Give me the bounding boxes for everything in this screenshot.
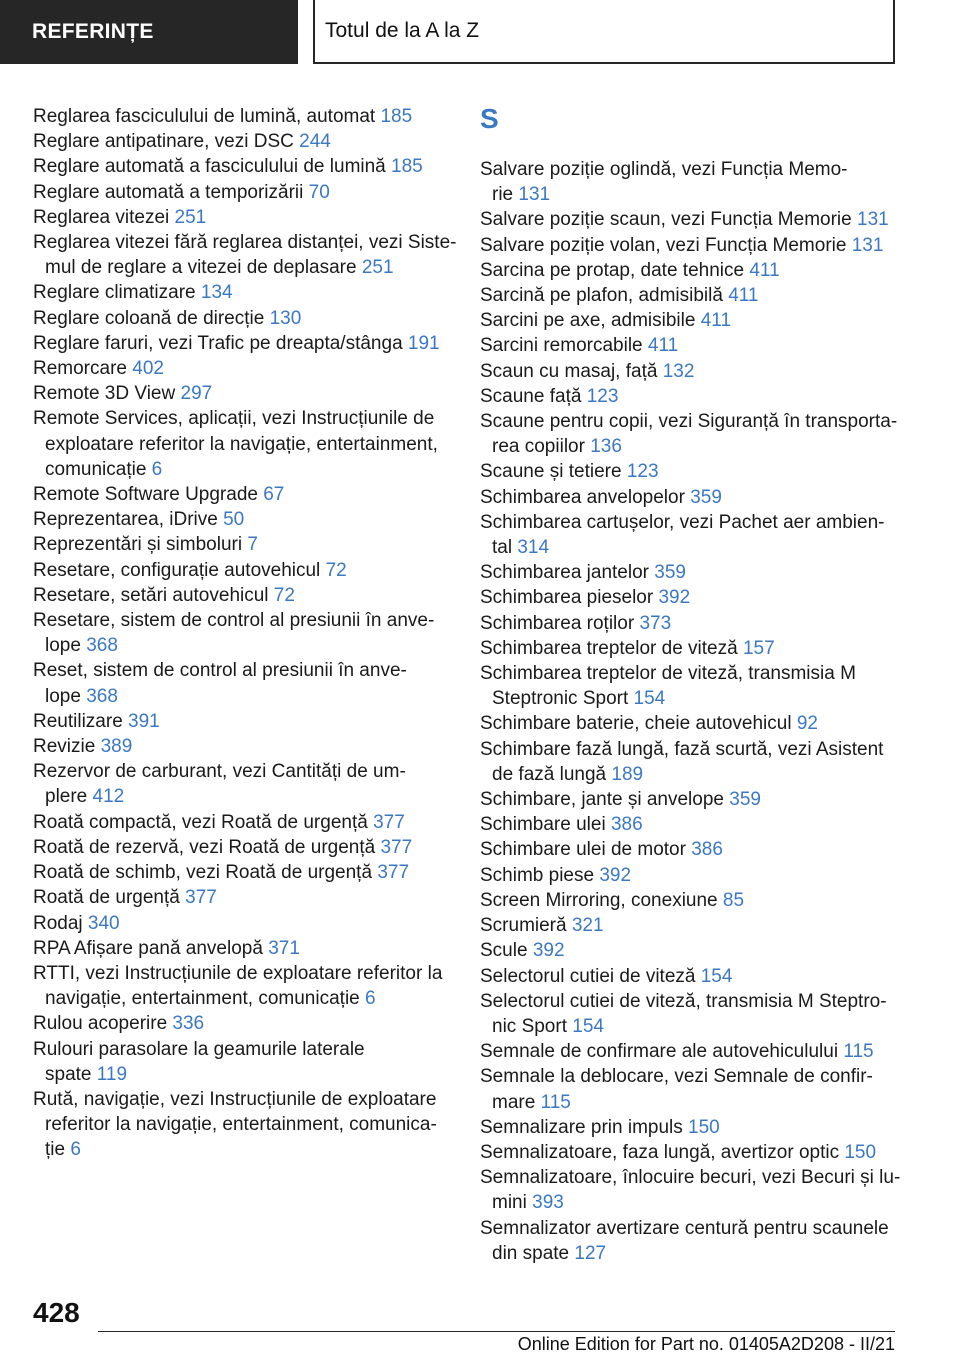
page-reference-link[interactable]: 50 xyxy=(223,509,245,531)
index-entry-text: Sarcini remorcabile xyxy=(480,335,648,357)
index-entry-text: Scule xyxy=(480,940,533,962)
index-entry-text: Scaun cu masaj, față xyxy=(480,360,663,382)
index-entry xyxy=(480,333,900,358)
index-entry xyxy=(33,1011,453,1036)
index-entry-text: Remote Software Upgrade xyxy=(33,484,264,506)
index-entry xyxy=(480,661,900,711)
index-entry xyxy=(33,356,453,381)
index-entry xyxy=(480,812,900,837)
index-entry-text: Schimbarea roților xyxy=(480,612,640,634)
page-header xyxy=(0,0,960,66)
index-entry xyxy=(33,885,453,910)
page-reference-link[interactable]: 392 xyxy=(532,940,565,962)
page-reference-link[interactable]: 72 xyxy=(325,559,347,581)
index-entry-text: Remorcare xyxy=(33,358,133,380)
index-entry-text: nic Sport xyxy=(492,1015,573,1037)
page-reference-link[interactable]: 251 xyxy=(174,206,207,228)
index-entry xyxy=(480,636,900,661)
index-entry xyxy=(33,205,453,230)
index-entry-text: Roată compactă, vezi Roată de urgență xyxy=(33,811,374,833)
page-reference-link[interactable]: 368 xyxy=(86,635,118,657)
index-entry-text: Scaune pentru copii, vezi Siguranță în transporta- xyxy=(480,411,898,433)
index-entry xyxy=(33,129,453,154)
index-entry xyxy=(33,835,453,860)
page-reference-link[interactable]: 368 xyxy=(86,685,118,707)
index-entry xyxy=(33,558,453,583)
index-entry xyxy=(33,961,453,1011)
page-reference-link[interactable]: 154 xyxy=(700,965,733,987)
index-entry-text: Reglare coloană de direcție xyxy=(33,307,270,329)
page-reference-link[interactable]: 251 xyxy=(361,257,394,279)
index-entry xyxy=(480,787,900,812)
index-entry xyxy=(480,359,900,384)
index-entry xyxy=(480,510,900,560)
index-entry xyxy=(480,459,900,484)
index-entry xyxy=(33,104,453,129)
index-entry xyxy=(480,157,900,207)
index-entry-text: tal xyxy=(492,537,518,559)
index-entry-text: exploatare referitor la navigație, entertainment, xyxy=(45,433,438,455)
index-entry-text: plere xyxy=(45,786,93,808)
page-reference-link[interactable]: 411 xyxy=(700,310,732,332)
page-reference-link[interactable]: 297 xyxy=(180,383,213,405)
index-entry xyxy=(480,989,900,1039)
index-entry-text: Schimbarea anvelopelor xyxy=(480,486,691,508)
page-reference-link[interactable]: 154 xyxy=(633,688,666,710)
page-reference-link[interactable]: 377 xyxy=(380,836,413,858)
index-entry xyxy=(480,207,900,232)
page-reference-link[interactable]: 6 xyxy=(151,458,163,480)
footer-divider xyxy=(98,1331,895,1332)
index-entry xyxy=(33,734,453,759)
index-entry xyxy=(33,860,453,885)
index-entry xyxy=(33,759,453,809)
index-column-left xyxy=(33,104,457,1163)
index-entry-text: Screen Mirroring, conexiune xyxy=(480,889,723,911)
index-entry-text: Semnalizare prin impuls xyxy=(480,1116,689,1138)
index-entry xyxy=(480,485,900,510)
index-entry-text: RPA Afișare pană anvelopă xyxy=(33,937,269,959)
index-entry xyxy=(480,409,900,459)
page-reference-link[interactable]: 392 xyxy=(599,864,632,886)
page-reference-link[interactable]: 191 xyxy=(407,332,440,354)
index-entry xyxy=(33,406,453,482)
index-entry-text: Schimbarea treptelor de viteză, transmisia M xyxy=(480,663,856,685)
page-reference-link[interactable]: 185 xyxy=(391,156,423,178)
index-entry xyxy=(480,233,900,258)
page-reference-link[interactable]: 411 xyxy=(647,335,679,357)
page-reference-link[interactable]: 386 xyxy=(691,839,723,861)
page-reference-link[interactable]: 70 xyxy=(308,181,330,203)
page-reference-link[interactable]: 244 xyxy=(299,131,331,153)
index-entry-text: Schimb piese xyxy=(480,864,600,886)
page-reference-link[interactable]: 157 xyxy=(742,637,775,659)
index-entry-text: Reprezentări și simboluri xyxy=(33,534,248,556)
index-entry-text: lope xyxy=(45,685,87,707)
footer-edition-text: Online Edition for Part no. 01405A2D208 - II/21 xyxy=(517,1334,895,1354)
index-entry xyxy=(33,331,453,356)
index-entry-text: Schimbare ulei xyxy=(480,814,611,836)
index-entry-text: Remote Services, aplicații, vezi Instrucțiunile de xyxy=(33,408,435,430)
page-reference-link[interactable]: 359 xyxy=(690,486,722,508)
index-entry xyxy=(33,911,453,936)
index-entry-text: Schimbare fază lungă, fază scurtă, vezi Asistent xyxy=(480,738,884,760)
page-reference-link[interactable]: 340 xyxy=(87,912,120,934)
page-reference-link[interactable]: 136 xyxy=(590,436,622,458)
page-reference-link[interactable]: 189 xyxy=(611,763,644,785)
index-entry-text: Sarcina pe protap, date tehnice xyxy=(480,259,750,281)
page-reference-link[interactable]: 402 xyxy=(132,358,164,380)
index-entry xyxy=(33,532,453,557)
page-reference-link[interactable]: 321 xyxy=(571,915,604,937)
page-reference-link[interactable]: 359 xyxy=(729,789,761,811)
page-reference-link[interactable]: 412 xyxy=(92,786,125,808)
page-reference-link[interactable]: 411 xyxy=(749,259,780,281)
page-reference-link[interactable]: 336 xyxy=(172,1013,205,1035)
index-entry-text: mini xyxy=(492,1192,533,1214)
index-entry-text: Semnalizatoare, faza lungă, avertizor optic xyxy=(480,1141,845,1163)
page-reference-link[interactable]: 377 xyxy=(185,887,217,909)
index-entry-text: Reglarea fasciculului de lumină, automat xyxy=(33,106,381,127)
index-entry xyxy=(480,863,900,888)
index-entry-text: Rută, navigație, vezi Instrucțiunile de exploatare xyxy=(33,1088,437,1110)
index-column-right xyxy=(480,104,900,1266)
index-entry-text: Schimbarea treptelor de viteză xyxy=(480,637,743,659)
page-reference-link[interactable]: 377 xyxy=(377,862,410,884)
index-entry-text: rie xyxy=(492,184,519,206)
index-entry-text: comunicație xyxy=(45,458,152,480)
index-entry xyxy=(480,711,900,736)
index-entry-text: spate xyxy=(45,1063,97,1085)
index-entry-text: Semnale la deblocare, vezi Semnale de confir- xyxy=(480,1066,873,1088)
index-entry xyxy=(480,384,900,409)
page-reference-link[interactable]: 411 xyxy=(728,285,759,307)
index-entry-text: Rulouri parasolare la geamurile laterale xyxy=(33,1038,365,1060)
index-entry-text: Reglare faruri, vezi Trafic pe dreapta/stânga xyxy=(33,332,408,354)
index-entry-text: mare xyxy=(492,1091,541,1113)
page-reference-link[interactable]: 123 xyxy=(626,461,659,483)
index-entry-text: Reglare climatizare xyxy=(33,282,201,304)
index-entry xyxy=(480,1115,900,1140)
index-entry-text: RTTI, vezi Instrucțiunile de exploatare referitor la xyxy=(33,962,443,984)
page-reference-link[interactable]: 132 xyxy=(662,360,695,382)
index-entry xyxy=(33,280,453,305)
index-entry-text: Salvare poziție volan, vezi Funcția Memorie xyxy=(480,234,852,256)
index-entry xyxy=(33,936,453,961)
page-number: 428 xyxy=(33,1297,80,1328)
index-entry-text: Reglare automată a fasciculului de lumină xyxy=(33,156,392,178)
index-entry-text: Reutilizare xyxy=(33,710,129,732)
index-entry-text: Semnale de confirmare ale autovehiculului xyxy=(480,1041,844,1063)
index-entry-text: Schimbarea pieselor xyxy=(480,587,659,609)
index-entry xyxy=(33,608,453,658)
index-entry xyxy=(480,837,900,862)
section-label: REFERINȚE xyxy=(0,0,298,64)
index-entry xyxy=(480,938,900,963)
chapter-title: Totul de la A la Z xyxy=(313,0,895,64)
index-entry-text: Scaune și tetiere xyxy=(480,461,627,483)
index-entry-text: lope xyxy=(45,635,87,657)
index-entry-text: Schimbarea cartușelor, vezi Pachet aer ambien- xyxy=(480,511,885,533)
page-reference-link[interactable]: 131 xyxy=(518,184,551,206)
page-reference-link[interactable]: 6 xyxy=(365,988,376,1010)
page-reference-link[interactable]: 123 xyxy=(586,385,619,407)
index-entry xyxy=(480,308,900,333)
index-entry-text: Resetare, setări autovehicul xyxy=(33,584,274,606)
index-entry-text: de fază lungă xyxy=(492,763,612,785)
page-reference-link[interactable]: 389 xyxy=(100,736,133,758)
index-entry xyxy=(33,230,457,280)
page-reference-link[interactable]: 150 xyxy=(688,1116,720,1138)
index-entry-text: Remote 3D View xyxy=(33,383,181,405)
index-entry-text: Resetare, configurație autovehicul xyxy=(33,559,326,581)
index-entry-text: Resetare, sistem de control al presiunii în anve- xyxy=(33,610,435,632)
index-entry-text: Rezervor de carburant, vezi Cantități de um- xyxy=(33,761,406,783)
index-entry-text: Roată de urgență xyxy=(33,887,186,909)
index-entry-text: Reglare automată a temporizării xyxy=(33,181,309,203)
index-entry-text: Semnalizatoare, înlocuire becuri, vezi Becuri și lu- xyxy=(480,1167,901,1189)
page-reference-link[interactable]: 150 xyxy=(844,1141,877,1163)
page-reference-link[interactable]: 127 xyxy=(574,1242,607,1264)
index-entry xyxy=(480,888,900,913)
page-reference-link[interactable]: 373 xyxy=(639,612,672,634)
index-entry xyxy=(33,658,453,708)
index-entry xyxy=(480,585,900,610)
index-entry-text: Schimbare, jante și anvelope xyxy=(480,789,730,811)
index-entry xyxy=(33,810,453,835)
index-entry xyxy=(33,381,453,406)
index-entry-text: din spate xyxy=(492,1242,575,1264)
page-reference-link[interactable]: 392 xyxy=(658,587,691,609)
index-entry xyxy=(33,180,453,205)
index-entry-text: referitor la navigație, entertainment, comunica- xyxy=(45,1114,437,1136)
page-reference-link[interactable]: 92 xyxy=(796,713,818,735)
index-entry-text: Steptronic Sport xyxy=(492,688,634,710)
index-entry xyxy=(480,1165,900,1215)
index-entry-text: Rodaj xyxy=(33,912,88,934)
page-reference-link[interactable]: 130 xyxy=(269,307,302,329)
page-reference-link[interactable]: 131 xyxy=(851,234,884,256)
page-reference-link[interactable]: 7 xyxy=(247,534,258,556)
page-reference-link[interactable]: 391 xyxy=(128,710,160,732)
index-entry-text: Schimbare baterie, cheie autovehicul xyxy=(480,713,797,735)
page-reference-link[interactable]: 154 xyxy=(572,1015,604,1037)
index-entry-text: Schimbare ulei de motor xyxy=(480,839,692,861)
index-entry xyxy=(33,709,453,734)
index-entry xyxy=(480,258,900,283)
index-entry xyxy=(480,1216,900,1266)
index-entry-text: Reglarea vitezei xyxy=(33,206,175,228)
index-entry xyxy=(480,560,900,585)
page-reference-link[interactable]: 314 xyxy=(517,537,550,559)
index-entry xyxy=(480,737,900,787)
index-entry-text: Reprezentarea, iDrive xyxy=(33,509,224,531)
index-entry-text: Selectorul cutiei de viteză, transmisia M Steptro- xyxy=(480,990,887,1012)
index-entry-text: Sarcini pe axe, admisibile xyxy=(480,310,701,332)
index-entries-right xyxy=(480,157,900,1266)
index-entry-text: Salvare poziție oglindă, vezi Funcția Memo- xyxy=(480,159,848,180)
page-reference-link[interactable]: 371 xyxy=(268,937,300,959)
index-entry xyxy=(480,1064,900,1114)
page-reference-link[interactable]: 6 xyxy=(70,1139,81,1161)
page-reference-link[interactable]: 134 xyxy=(200,282,233,304)
index-entry xyxy=(480,283,900,308)
index-entry-text: rea copiilor xyxy=(492,436,591,458)
index-entry-text: mul de reglare a vitezei de deplasare xyxy=(45,257,362,279)
page-reference-link[interactable]: 72 xyxy=(273,584,295,606)
page-reference-link[interactable]: 359 xyxy=(654,562,686,584)
index-entry xyxy=(480,611,900,636)
page-reference-link[interactable]: 115 xyxy=(843,1041,874,1063)
index-entry xyxy=(480,913,900,938)
index-entry-text: Roată de rezervă, vezi Roată de urgență xyxy=(33,836,381,858)
page-reference-link[interactable]: 377 xyxy=(373,811,405,833)
page-reference-link[interactable]: 131 xyxy=(857,209,889,231)
index-entry xyxy=(33,583,453,608)
index-entry-text: Reglare antipatinare, vezi DSC xyxy=(33,131,300,153)
page-reference-link[interactable]: 393 xyxy=(532,1192,564,1214)
index-entry xyxy=(480,964,900,989)
page-reference-link[interactable]: 119 xyxy=(96,1063,128,1085)
index-entry xyxy=(33,306,453,331)
index-entry-text: Scaune față xyxy=(480,385,587,407)
index-entry xyxy=(480,1140,900,1165)
index-entry-text: Reset, sistem de control al presiunii în anve- xyxy=(33,660,407,682)
index-entry-text: Scrumieră xyxy=(480,915,572,937)
index-entry-text: Schimbarea jantelor xyxy=(480,562,655,584)
index-entry-text: Roată de schimb, vezi Roată de urgență xyxy=(33,862,378,884)
page-reference-link[interactable]: 386 xyxy=(610,814,643,836)
index-entry xyxy=(33,1037,453,1087)
index-entry-text: Selectorul cutiei de viteză xyxy=(480,965,701,987)
index-entry-text: Reglarea vitezei fără reglarea distanței, vezi Siste- xyxy=(33,232,457,254)
index-entry xyxy=(33,154,453,179)
index-entry-text: Revizie xyxy=(33,736,101,758)
index-entry-text: navigație, entertainment, comunicație xyxy=(45,988,366,1010)
index-entry-text: Rulou acoperire xyxy=(33,1013,173,1035)
index-entry-text: Semnalizator avertizare centură pentru scaunele xyxy=(480,1217,889,1239)
index-entry-text: ție xyxy=(45,1139,71,1161)
index-entry-text: Salvare poziție scaun, vezi Funcția Memorie xyxy=(480,209,857,231)
index-entry xyxy=(33,507,453,532)
index-entry-text: Sarcină pe plafon, admisibilă xyxy=(480,285,729,307)
page-reference-link[interactable]: 185 xyxy=(380,106,413,127)
page-reference-link[interactable]: 115 xyxy=(540,1091,571,1113)
index-letter-heading: S xyxy=(480,103,499,134)
index-entry xyxy=(480,1039,900,1064)
page-reference-link[interactable]: 85 xyxy=(722,889,745,911)
index-entry xyxy=(33,1087,453,1163)
index-entry xyxy=(33,482,453,507)
page-reference-link[interactable]: 67 xyxy=(263,484,285,506)
